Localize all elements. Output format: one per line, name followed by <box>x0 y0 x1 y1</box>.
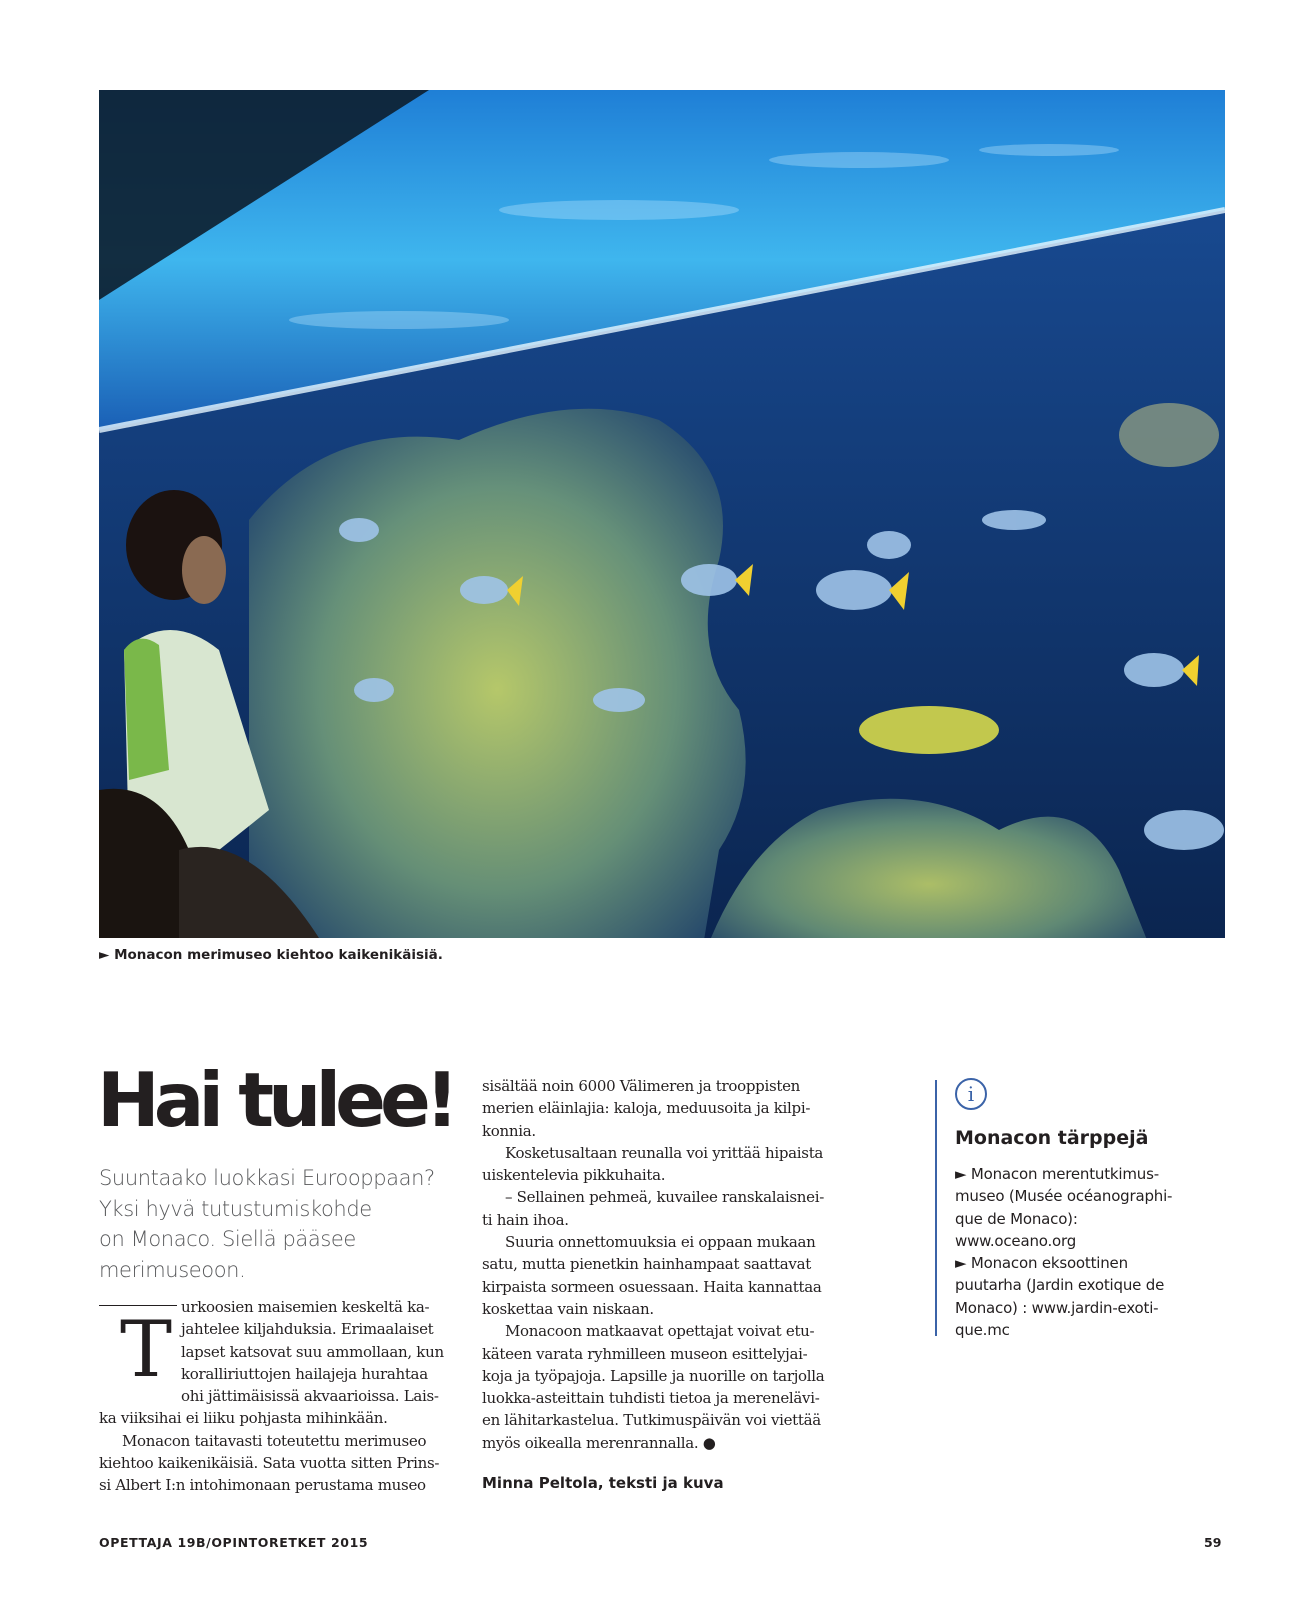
photo-caption: ► Monacon merimuseo kiehtoo kaikenikäisiä. <box>99 947 443 963</box>
article-headline: Hai tulee! <box>97 1056 454 1144</box>
body-column-1 <box>99 1296 459 1497</box>
body-line: kiehtoo kaikenikäisiä. Sata vuotta sitten Prins- <box>99 1454 440 1473</box>
body-line: ti hain ihoa. <box>482 1210 569 1229</box>
lead-line: merimuseoon. <box>99 1257 246 1282</box>
body-line: luokka-asteittain tuhdisti tietoa ja merenelävi- <box>482 1389 820 1408</box>
body-line: myös oikealla merenrannalla. ● <box>482 1433 716 1452</box>
lead-line: Yksi hyvä tutustumiskohde <box>99 1196 372 1221</box>
body-line: – Sellainen pehmeä, kuvailee ranskalaisnei- <box>505 1188 824 1207</box>
body-line: ka viiksihai ei liiku pohjasta mihinkään. <box>99 1409 388 1428</box>
article-lead <box>99 1163 449 1285</box>
aquarium-photo <box>99 90 1225 938</box>
body-line: lapset katsovat suu ammollaan, kun <box>181 1342 444 1361</box>
drop-cap: T <box>120 1305 173 1395</box>
body-column-2 <box>482 1075 837 1454</box>
body-line: sisältää noin 6000 Välimeren ja trooppisten <box>482 1077 801 1095</box>
page-number: 59 <box>1204 1535 1222 1550</box>
body-line: käteen varata ryhmilleen museon esittelyjai- <box>482 1344 808 1363</box>
lead-line: on Monaco. Siellä pääsee <box>99 1227 356 1251</box>
body-line: satu, mutta pienetkin hainhampaat saattavat <box>482 1255 811 1274</box>
body-line: koralliriuttojen hailajeja hurahtaa <box>181 1364 428 1383</box>
body-line: Monacon taitavasti toteutettu merimuseo <box>122 1431 427 1450</box>
infobox-line: ► Monacon eksoottinen <box>955 1254 1128 1273</box>
body-line: konnia. <box>482 1121 536 1140</box>
body-line: ohi jättimäisissä akvaarioissa. Lais- <box>181 1387 439 1406</box>
lead-line: Suuntaako luokkasi Eurooppaan? <box>99 1166 435 1190</box>
body-line: Monacoon matkaavat opettajat voivat etu- <box>505 1322 815 1341</box>
body-line: si Albert I:n intohimonaan perustama museo <box>99 1476 426 1495</box>
body-line: urkoosien maisemien keskeltä ka- <box>181 1298 430 1316</box>
body-line: uiskentelevia pikkuhaita. <box>482 1166 666 1185</box>
body-line: jahtelee kiljahduksia. Erimaalaiset <box>181 1320 434 1339</box>
body-line: Suuria onnettomuuksia ei oppaan mukaan <box>505 1233 816 1252</box>
info-icon: i <box>955 1078 987 1110</box>
body-line: Kosketusaltaan reunalla voi yrittää hipaista <box>505 1143 824 1162</box>
infobox-line: museo (Musée océanographi- <box>955 1187 1173 1206</box>
body-line: koskettaa vain niskaan. <box>482 1299 654 1318</box>
infobox-line: que de Monaco): <box>955 1209 1078 1228</box>
footer-publication: OPETTAJA 19B/OPINTORETKET 2015 <box>99 1535 369 1550</box>
body-line: koja ja työpajoja. Lapsille ja nuorille on tarjolla <box>482 1366 825 1385</box>
body-line: merien eläinlajia: kaloja, meduusoita ja kilpi- <box>482 1099 811 1118</box>
infobox-line: www.oceano.org <box>955 1231 1077 1250</box>
infobox-body <box>955 1163 1195 1341</box>
infobox-rule <box>935 1080 937 1336</box>
infobox-line: que.mc <box>955 1321 1010 1340</box>
body-line: kirpaista sormeen osuessaan. Haita kannattaa <box>482 1277 822 1296</box>
infobox-title: Monacon tärppejä <box>955 1127 1149 1149</box>
infobox-line: puutarha (Jardin exotique de <box>955 1276 1165 1295</box>
infobox-line: Monaco) : www.jardin-exoti- <box>955 1298 1159 1317</box>
byline: Minna Peltola, teksti ja kuva <box>482 1474 724 1492</box>
aquarium-illustration <box>99 90 1225 938</box>
infobox-line: ► Monacon merentutkimus- <box>955 1165 1159 1183</box>
body-line: en lähitarkastelua. Tutkimuspäivän voi viettää <box>482 1411 821 1430</box>
